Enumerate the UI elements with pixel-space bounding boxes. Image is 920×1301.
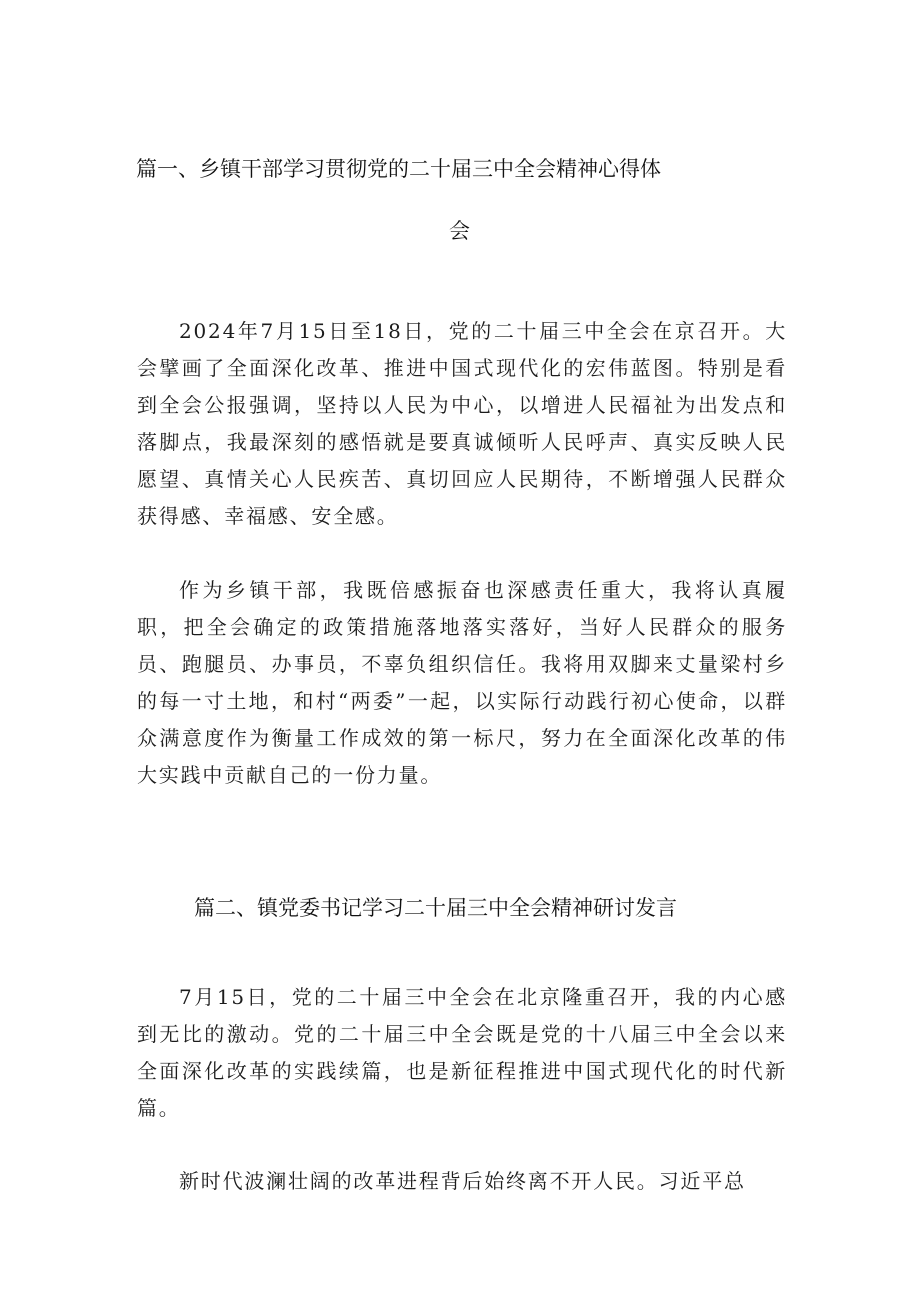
- section2-paragraph-2: 新时代波澜壮阔的改革进程背后始终离不开人民。习近平总: [179, 1169, 746, 1193]
- section1-paragraph-2: 作为乡镇干部，我既倍感振奋也深感责任重大，我将认真履职，把全会确定的政策措施落地落实落好，当好人民群众的服务员、跑腿员、办事员，不辜负组织信任。我将用双脚来丈量梁村乡的每一寸土地，和村“两委”一起，以实际行动践行初心使命，以群众满意度作为衡量工作成效的第一标尺，努力在全面深化改革的伟大实践中贡献自己的一份力量。: [137, 578, 787, 787]
- section2-title: 篇二、镇党委书记学习二十届三中全会精神研讨发言: [194, 896, 677, 920]
- section2-paragraph-1: 7月15日，党的二十届三中全会在北京隆重召开，我的内心感到无比的激动。党的二十届三中全会既是党的十八届三中全会以来全面深化改革的实践续篇，也是新征程推进中国式现代化的时代新篇。: [137, 985, 787, 1120]
- section1-paragraph-1: 2024年7月15日至18日，党的二十届三中全会在京召开。大会擘画了全面深化改革、推进中国式现代化的宏伟蓝图。特别是看到全会公报强调，坚持以人民为中心，以增进人民福祉为出发点和落脚点，我最深刻的感悟就是要真诚倾听人民呼声、真实反映人民愿望、真情关心人民疾苦、真切回应人民期待，不断增强人民群众获得感、幸福感、安全感。: [137, 319, 787, 528]
- section1-title-line1: 篇一、乡镇干部学习贯彻党的二十届三中全会精神心得体: [136, 157, 661, 181]
- section1-title-line2: 会: [449, 219, 470, 243]
